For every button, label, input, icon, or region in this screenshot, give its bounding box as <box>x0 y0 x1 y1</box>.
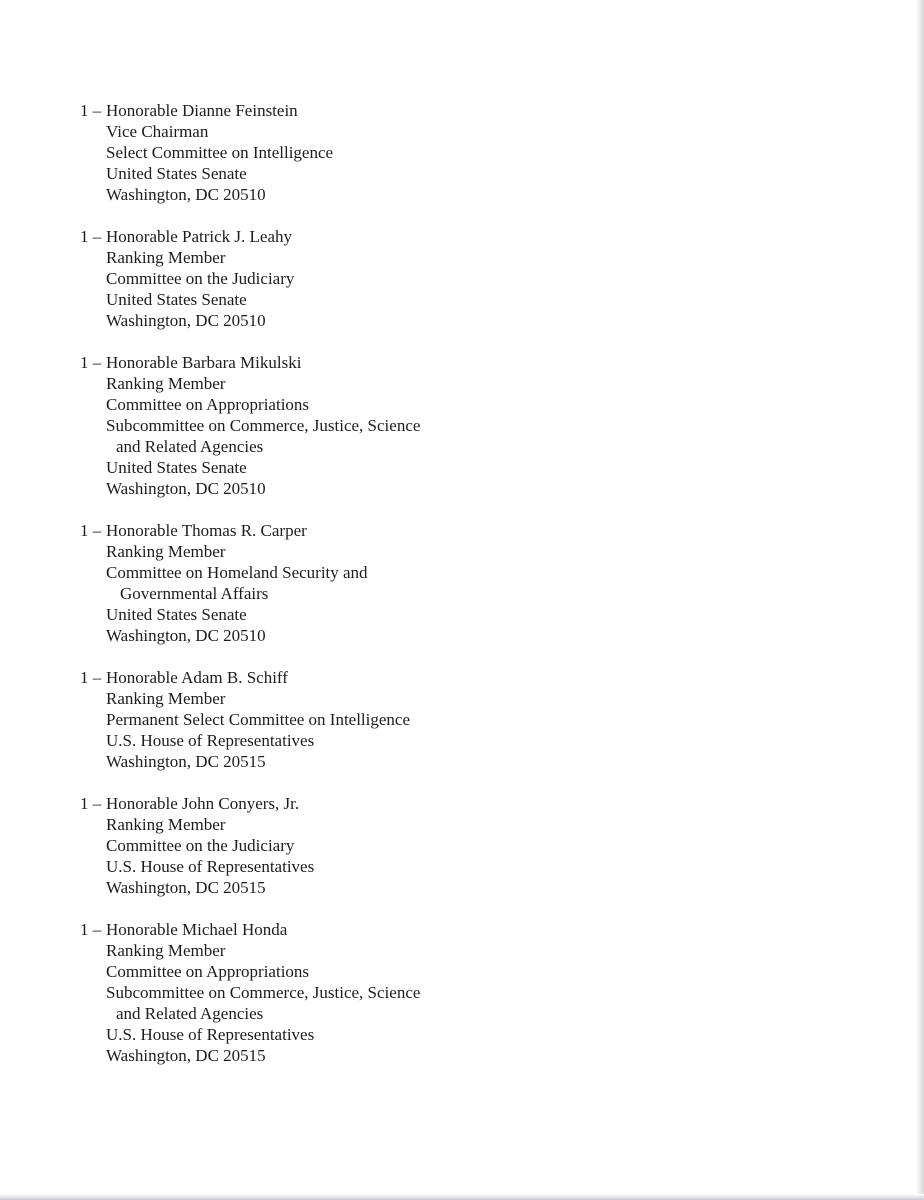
city-zip: Washington, DC 20515 <box>106 878 266 897</box>
chamber: United States Senate <box>106 458 247 477</box>
address-lines <box>106 352 720 499</box>
chamber: U.S. House of Representatives <box>106 857 315 876</box>
committee-name-continued: Governmental Affairs <box>120 584 269 603</box>
subcommittee-name: Subcommittee on Commerce, Justice, Science <box>106 416 421 435</box>
chamber: United States Senate <box>106 605 247 624</box>
recipient-name: Honorable Adam B. Schiff <box>106 668 288 687</box>
address-lines <box>106 100 720 205</box>
chamber: United States Senate <box>106 290 247 309</box>
recipient-name: Honorable Thomas R. Carper <box>106 521 307 540</box>
committee-name: Committee on Appropriations <box>106 395 310 414</box>
recipient-name: Honorable Barbara Mikulski <box>106 353 302 372</box>
copy-count: 1 – <box>80 668 102 687</box>
recipient-title: Ranking Member <box>106 941 226 960</box>
committee-name: Permanent Select Committee on Intelligence <box>106 710 411 729</box>
recipient-name: Honorable Michael Honda <box>106 920 288 939</box>
chamber: U.S. House of Representatives <box>106 731 315 750</box>
recipient-block <box>80 226 720 331</box>
address-lines <box>106 793 720 898</box>
address-lines <box>106 226 720 331</box>
copy-count: 1 – <box>80 521 102 540</box>
recipient-title: Ranking Member <box>106 248 226 267</box>
recipient-block <box>80 100 720 205</box>
page-bottom-edge-shadow <box>0 1194 924 1200</box>
city-zip: Washington, DC 20510 <box>106 185 266 204</box>
subcommittee-name-continued: and Related Agencies <box>116 1004 264 1023</box>
copy-count: 1 – <box>80 353 102 372</box>
chamber: United States Senate <box>106 164 247 183</box>
copy-count: 1 – <box>80 920 102 939</box>
address-lines <box>106 520 720 646</box>
city-zip: Washington, DC 20510 <box>106 626 266 645</box>
recipient-block <box>80 919 720 1066</box>
city-zip: Washington, DC 20510 <box>106 311 266 330</box>
recipient-title: Ranking Member <box>106 689 226 708</box>
committee-name: Committee on Homeland Security and <box>106 563 368 582</box>
recipient-block <box>80 520 720 646</box>
recipient-title: Vice Chairman <box>106 122 209 141</box>
committee-name: Committee on Appropriations <box>106 962 310 981</box>
copy-count: 1 – <box>80 101 102 120</box>
page-right-edge-shadow <box>916 0 924 1200</box>
city-zip: Washington, DC 20515 <box>106 1046 266 1065</box>
recipient-block <box>80 793 720 898</box>
committee-name: Select Committee on Intelligence <box>106 143 334 162</box>
copy-count: 1 – <box>80 227 102 246</box>
recipient-block <box>80 352 720 499</box>
city-zip: Washington, DC 20515 <box>106 752 266 771</box>
recipient-title: Ranking Member <box>106 815 226 834</box>
recipient-name: Honorable John Conyers, Jr. <box>106 794 300 813</box>
recipient-name: Honorable Patrick J. Leahy <box>106 227 292 246</box>
recipient-title: Ranking Member <box>106 374 226 393</box>
recipient-block <box>80 667 720 772</box>
subcommittee-name: Subcommittee on Commerce, Justice, Science <box>106 983 421 1002</box>
copy-count: 1 – <box>80 794 102 813</box>
committee-name: Committee on the Judiciary <box>106 836 295 855</box>
recipient-name: Honorable Dianne Feinstein <box>106 101 298 120</box>
city-zip: Washington, DC 20510 <box>106 479 266 498</box>
recipient-list <box>80 100 720 1087</box>
recipient-title: Ranking Member <box>106 542 226 561</box>
address-lines <box>106 919 720 1066</box>
address-lines <box>106 667 720 772</box>
subcommittee-name-continued: and Related Agencies <box>116 437 264 456</box>
chamber: U.S. House of Representatives <box>106 1025 315 1044</box>
committee-name: Committee on the Judiciary <box>106 269 295 288</box>
